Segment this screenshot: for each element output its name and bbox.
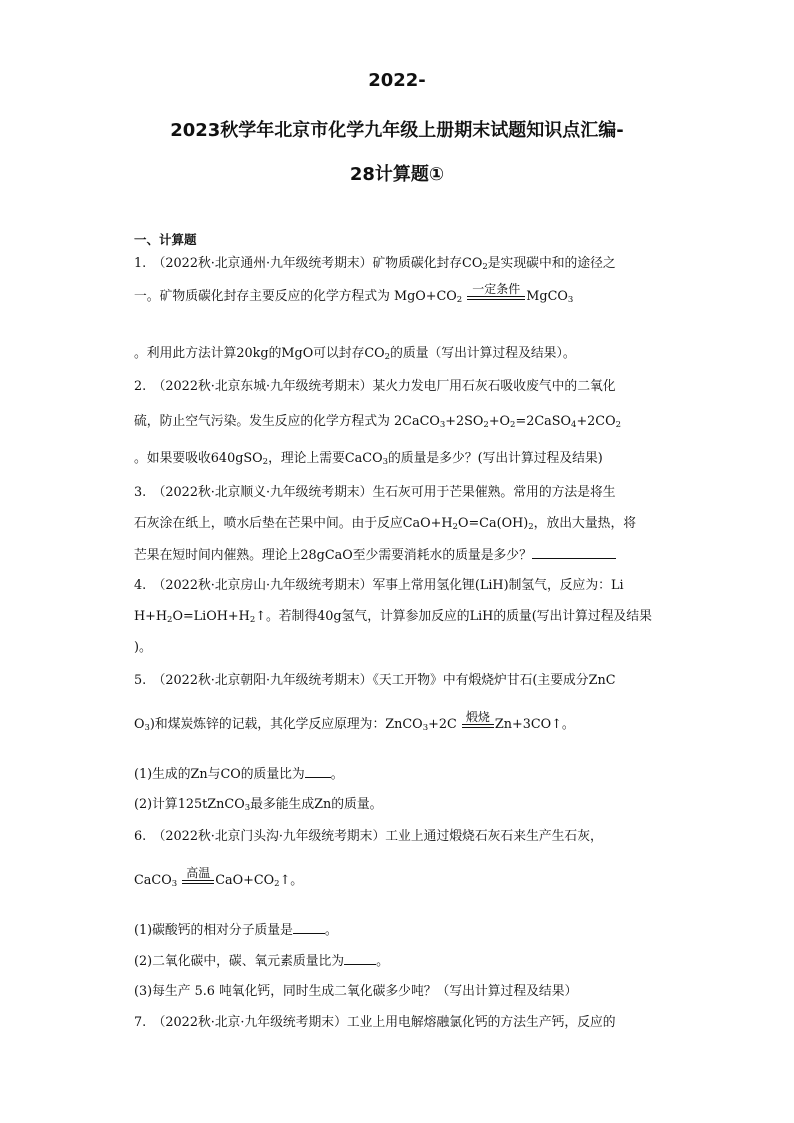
q5-line1: 5. （2022秋·北京朝阳·九年级统考期末）《天工开物》中有煅烧炉甘石(主要成分ZnC (134, 673, 616, 688)
reaction-condition: 一定条件 (467, 282, 525, 300)
q1-line1: 1. （2022秋·北京通州·九年级统考期末）矿物质碳化封存$CO_2$是实现碳中和的途径之 (134, 256, 616, 272)
q6-part3: (3)每生产 5.6 吨氧化钙，同时生成二氧化碳多少吨？（写出计算过程及结果） (134, 984, 578, 999)
q4-line2: $H+H_2O=LiOH+H_2↑$。若制得40g氢气，计算参加反应的LiH的质量(写出计算过程及结果 (134, 609, 652, 625)
doc-title-line1: 2022- (368, 70, 426, 91)
reaction-condition: 煅烧 (462, 710, 494, 728)
q7-line1: 7. （2022秋·北京·九年级统考期末）工业上用电解熔融氯化钙的方法生产钙，反应的 (134, 1015, 616, 1030)
q6-part1: (1)碳酸钙的相对分子质量是 。 (134, 923, 338, 938)
answer-blank[interactable] (293, 921, 325, 934)
q1-line3: 。利用此方法计算20kg的MgO可以封存$CO_2$的质量（写出计算过程及结果）。 (134, 346, 576, 362)
doc-title-line3: 28计算题① (349, 164, 445, 185)
q3-line1: 3. （2022秋·北京顺义·九年级统考期末）生石灰可用于芒果催熟。常用的方法是将生 (134, 485, 616, 500)
q5-part2: (2)计算125tZnCO$_3$最多能生成Zn的质量。 (134, 797, 383, 813)
doc-title-line2: 2023秋学年北京市化学九年级上册期末试题知识点汇编- (170, 120, 624, 141)
reaction-condition: 高温 (182, 866, 214, 884)
q4-line3: )。 (134, 640, 152, 655)
q6-part2: (2)二氧化碳中，碳、氧元素质量比为 。 (134, 954, 389, 969)
answer-blank[interactable] (344, 952, 376, 965)
q2-line3: 。如果要吸收640gSO$_2$，理论上需要CaCO$_3$的质量是多少？(写出计算过程及结果) (134, 451, 603, 467)
section-heading: 一、计算题 (134, 232, 197, 247)
q6-line2: CaCO$_3$ 高温 $CaO+CO_2↑$。 (134, 866, 304, 889)
answer-blank[interactable] (532, 546, 616, 559)
q2-line2: 硫，防止空气污染。发生反应的化学方程式为 $2CaCO_3+2SO_2+O_2=2CaSO_4+2CO_2$ (134, 414, 622, 430)
q5-line2: $O_3$)和煤炭炼锌的记载，其化学反应原理为：ZnCO$_3$+2C 煅烧 Zn+3CO↑。 (134, 710, 575, 733)
q2-line1: 2. （2022秋·北京东城·九年级统考期末）某火力发电厂用石灰石吸收废气中的二氧化 (134, 379, 616, 394)
answer-blank[interactable] (305, 765, 331, 778)
q3-line2: 石灰涂在纸上，喷水后垫在芒果中间。由于反应$CaO+H_2O=Ca(OH)_2$，放出大量热，将 (134, 516, 637, 532)
q3-line3: 芒果在短时间内催熟。理论上28gCaO至少需要消耗水的质量是多少？ (134, 546, 616, 565)
q5-part1: (1)生成的Zn与CO的质量比为 。 (134, 767, 344, 782)
q4-line1: 4. （2022秋·北京房山·九年级统考期末）军事上常用氢化锂(LiH)制氢气，反应为：Li (134, 578, 624, 593)
q1-line2: 一。矿物质碳化封存主要反应的化学方程式为 $MgO+CO_2$ 一定条件 MgCO$_3$ (134, 282, 574, 305)
q6-line1: 6. （2022秋·北京门头沟·九年级统考期末）工业上通过煅烧石灰石来生产生石灰， (134, 829, 603, 844)
